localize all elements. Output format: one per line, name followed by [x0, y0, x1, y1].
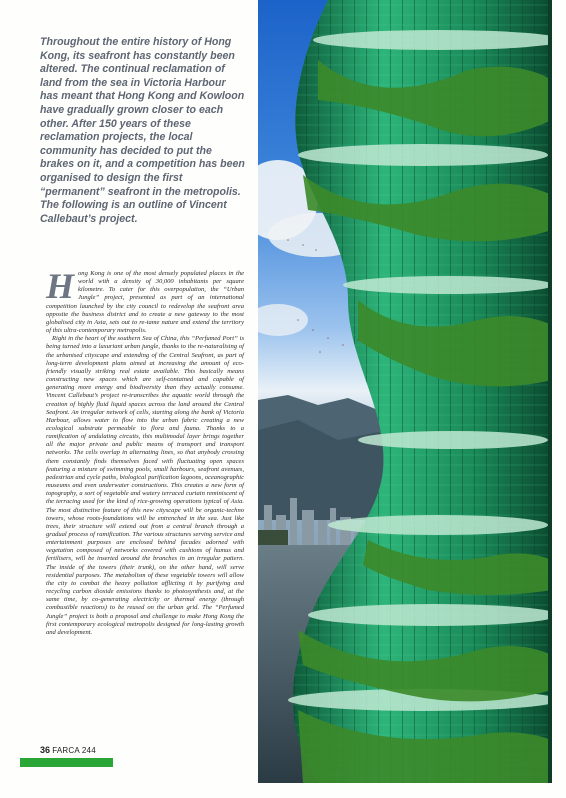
- drop-cap: H: [46, 266, 75, 306]
- tower-illustration: [258, 0, 552, 783]
- tower-rendering-image: [258, 0, 552, 783]
- body-paragraph-1-text: ong Kong is one of the most densely populated places in the world with a density of 30,000 inhabitants per square kilometre. To cater for this overpopulation, the “Urban Jungle” project, presented as part of an international competition launched by the city council to redevelop the seafront area opposite the business district and to create a new gateway to the most globalised city in Asia, sets out to re-tame nature and extend the territory of this ultra-contemporary metropolis.: [46, 270, 244, 335]
- page-number: 36: [40, 745, 51, 755]
- body-paragraph-2: Right in the heart of the southern Sea of China, this “Perfumed Port” is being turned into a luxuriant urban jungle, thanks to the re-naturalising of the urbanised cityscape and extending of the Central Seafront, as part of long-term development plans aimed at increasing the amount of eco-friendly visually striking real estate available. This basically means constructing new spaces which are self-contained and capable of generating more energy and biodiversity than they actually consume. Vincent Callebaut’s project re-transcribes the aquatic world through the creation of highly fluid liquid spaces across the land around the Central Seafront. An irregular network of cells, starting along the bank of Victoria Harbour, allows water to flow into the urban fabric creating a new ecological substrate permeable to flora and fauna. Thanks to a ramification of undulating circuits, this multimodal layer brings together all the major private and public means of transport and transport networks. The cells overlap in alternating lines, so that anybody crossing them constantly finds themselves faced with fluctuating open spaces featuring a mixture of swimming pools, small harbours, seafront avenues, pedestrian and cycle paths, biological purification lagoons, oceanographic museums and even underwater constructions. This creates a new form of topography, a sort of vegetable and watery terraced curtain reminiscent of the terracing used for the kind of rice-growing operations typical of Asia. The most distinctive feature of this new cityscape will be organic-techno towers, whose roots-foundations will be entrenched in the sea. Just like trees, their structure will extend out from a central branch through a gradual process of ramification. The various structures serving service and entertainment purposes are enclosed behind facades adorned with vegetation composed of networks covered with cushions of humus and fertilisers, will be inserted around the branches in an irregular pattern. The inside of the towers (their trunk), on the other hand, will serve residential purposes. The metabolism of these vegetable towers will allow the city to combat the heavy pollution afflicting it by purifying and recycling carbon dioxide emissions thanks to photosynthesis and, at the same time, by co-generating electricity or thermal energy (through combustible reactions) to be reused on the urban grid. The “Perfumed Jungle” project is both a proposal and challenge to make Hong Kong the first contemporary ecological metropolis designed for long-lasting growth and development.: [46, 335, 244, 636]
- text-column: [0, 0, 258, 798]
- body-paragraph-1: [46, 266, 244, 335]
- page-footer: [40, 745, 96, 755]
- intro-paragraph: Throughout the entire history of Hong Kong, its seafront has constantly been altered. The continual reclamation of land from the sea in Victoria Harbour has meant that Hong Kong and Kowloon have gradually grown closer to each other. After 150 years of these reclamation projects, the local community has decided to put the brakes on it, and a competition has been organised to design the first “permanent” seafront in the metropolis. The following is an outline of Vincent Callebaut’s project.: [40, 36, 245, 225]
- magazine-name: FARCA 244: [52, 746, 96, 755]
- article-body: [46, 266, 244, 637]
- accent-bar: [20, 758, 113, 767]
